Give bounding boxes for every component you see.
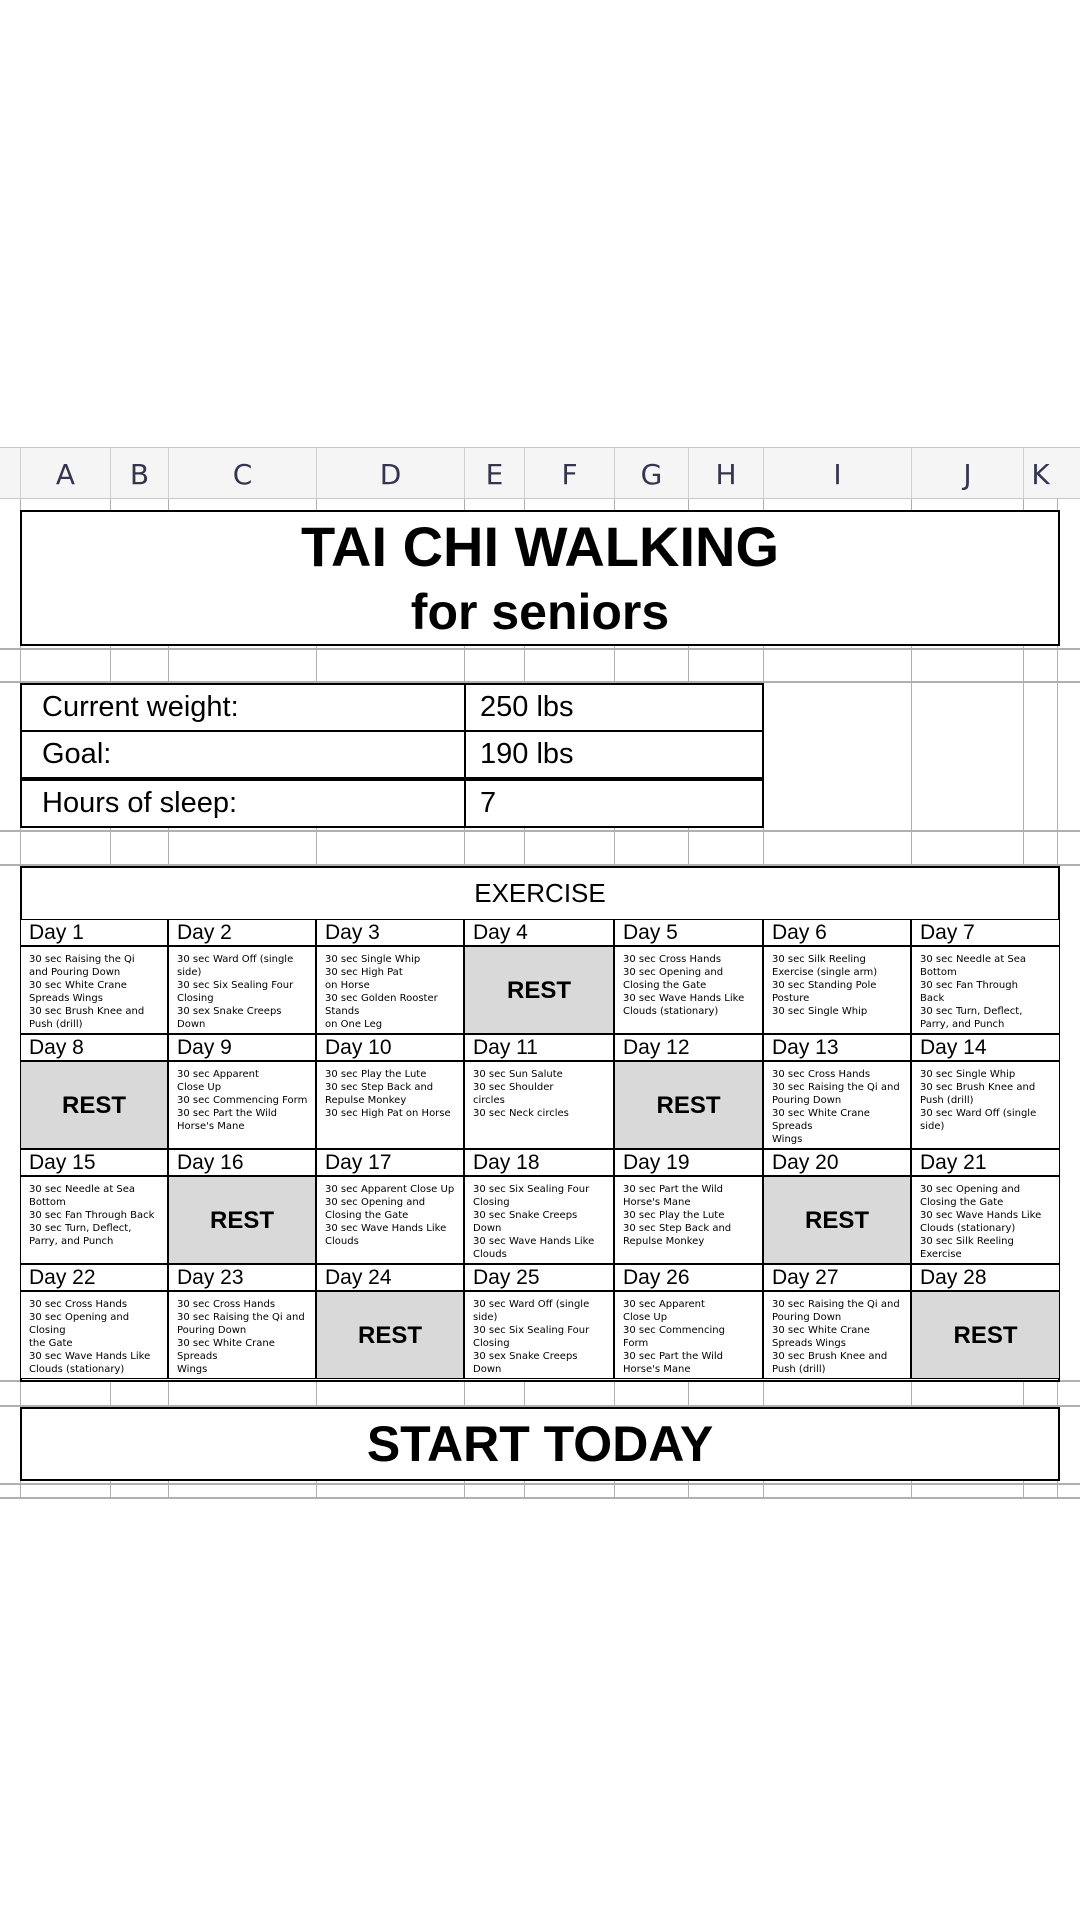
- exercise-header[interactable]: EXERCISE: [20, 866, 1060, 921]
- rest-day-cell[interactable]: REST: [614, 1061, 763, 1149]
- column-header-j[interactable]: J: [911, 448, 1023, 500]
- day-label[interactable]: Day 21: [911, 1149, 1060, 1176]
- exercise-day-cell[interactable]: 30 sec Cross Hands 30 sec Opening and Closing the Gate 30 sec Wave Hands Like Clouds (stationary): [614, 946, 763, 1034]
- page-subtitle: for seniors: [20, 580, 1060, 646]
- column-header-e[interactable]: E: [464, 448, 524, 500]
- column-header-k[interactable]: K: [1023, 448, 1057, 500]
- exercise-day-cell[interactable]: 30 sec Silk Reeling Exercise (single arm) 30 sec Standing Pole Posture 30 sec Single Whip: [763, 946, 911, 1034]
- day-label[interactable]: Day 27: [763, 1264, 911, 1291]
- day-label[interactable]: Day 24: [316, 1264, 464, 1291]
- column-header-d[interactable]: D: [316, 448, 464, 500]
- exercise-day-cell[interactable]: 30 sec Apparent Close Up 30 sec Opening and Closing the Gate 30 sec Wave Hands Like Clouds: [316, 1176, 464, 1264]
- column-header-a[interactable]: A: [20, 448, 110, 500]
- day-label[interactable]: Day 22: [20, 1264, 168, 1291]
- column-header-h[interactable]: H: [688, 448, 763, 500]
- exercise-day-cell[interactable]: 30 sec Raising the Qi and Pouring Down 30 sec White Crane Spreads Wings 30 sec Brush Knee and Push (drill): [20, 946, 168, 1034]
- exercise-day-cell[interactable]: 30 sec Ward Off (single side) 30 sec Six Sealing Four Closing 30 sex Snake Creeps Down: [168, 946, 316, 1034]
- column-header-c[interactable]: C: [168, 448, 316, 500]
- day-label[interactable]: Day 23: [168, 1264, 316, 1291]
- rest-day-cell[interactable]: REST: [911, 1291, 1060, 1379]
- exercise-day-cell[interactable]: 30 sec Needle at Sea Bottom 30 sec Fan Through Back 30 sec Turn, Deflect, Parry, and Punch: [20, 1176, 168, 1264]
- exercise-day-cell[interactable]: 30 sec Cross Hands 30 sec Raising the Qi and Pouring Down 30 sec White Crane Spreads Wings: [168, 1291, 316, 1379]
- day-label[interactable]: Day 20: [763, 1149, 911, 1176]
- stat-value-hours-of-sleep[interactable]: 7: [464, 779, 764, 828]
- rest-day-cell[interactable]: REST: [316, 1291, 464, 1379]
- gridline-horizontal: [0, 1497, 1080, 1499]
- day-label[interactable]: Day 3: [316, 919, 464, 946]
- exercise-day-cell[interactable]: 30 sec Cross Hands 30 sec Raising the Qi and Pouring Down 30 sec White Crane Spreads Wings: [763, 1061, 911, 1149]
- day-label[interactable]: Day 11: [464, 1034, 614, 1061]
- day-label[interactable]: Day 8: [20, 1034, 168, 1061]
- stat-label-hours-of-sleep[interactable]: Hours of sleep:: [20, 779, 466, 828]
- exercise-day-cell[interactable]: 30 sec Apparent Close Up 30 sec Commencing Form 30 sec Part the Wild Horse's Mane: [168, 1061, 316, 1149]
- exercise-day-cell[interactable]: 30 sec Play the Lute 30 sec Step Back and Repulse Monkey 30 sec High Pat on Horse: [316, 1061, 464, 1149]
- day-label[interactable]: Day 16: [168, 1149, 316, 1176]
- day-label[interactable]: Day 5: [614, 919, 763, 946]
- exercise-day-cell[interactable]: 30 sec Single Whip 30 sec High Pat on Horse 30 sec Golden Rooster Stands on One Leg: [316, 946, 464, 1034]
- exercise-day-cell[interactable]: 30 sec Sun Salute 30 sec Shoulder circles 30 sec Neck circles: [464, 1061, 614, 1149]
- column-header-g[interactable]: G: [614, 448, 688, 500]
- stat-value-goal[interactable]: 190 lbs: [464, 730, 764, 779]
- day-label[interactable]: Day 28: [911, 1264, 1060, 1291]
- column-header-b[interactable]: B: [110, 448, 168, 500]
- day-label[interactable]: Day 19: [614, 1149, 763, 1176]
- column-header-i[interactable]: I: [763, 448, 911, 500]
- gridline-horizontal: [0, 830, 1080, 832]
- day-label[interactable]: Day 6: [763, 919, 911, 946]
- rest-day-cell[interactable]: REST: [20, 1061, 168, 1149]
- exercise-day-cell[interactable]: 30 sec Opening and Closing the Gate 30 sec Wave Hands Like Clouds (stationary) 30 sec Silk Reeling Exercise: [911, 1176, 1060, 1264]
- day-label[interactable]: Day 26: [614, 1264, 763, 1291]
- stat-label-goal[interactable]: Goal:: [20, 730, 466, 779]
- day-label[interactable]: Day 12: [614, 1034, 763, 1061]
- day-label[interactable]: Day 9: [168, 1034, 316, 1061]
- exercise-day-cell[interactable]: 30 sec Six Sealing Four Closing 30 sec Snake Creeps Down 30 sec Wave Hands Like Clouds: [464, 1176, 614, 1264]
- stat-label-current-weight[interactable]: Current weight:: [20, 683, 466, 732]
- day-label[interactable]: Day 1: [20, 919, 168, 946]
- exercise-day-cell[interactable]: 30 sec Single Whip 30 sec Brush Knee and Push (drill) 30 sec Ward Off (single side): [911, 1061, 1060, 1149]
- day-label[interactable]: Day 13: [763, 1034, 911, 1061]
- day-label[interactable]: Day 14: [911, 1034, 1060, 1061]
- page-title: TAI CHI WALKING: [20, 510, 1060, 582]
- rest-day-cell[interactable]: REST: [464, 946, 614, 1034]
- rest-day-cell[interactable]: REST: [168, 1176, 316, 1264]
- day-label[interactable]: Day 2: [168, 919, 316, 946]
- exercise-day-cell[interactable]: 30 sec Cross Hands 30 sec Opening and Closing the Gate 30 sec Wave Hands Like Clouds (stationary): [20, 1291, 168, 1379]
- day-label[interactable]: Day 18: [464, 1149, 614, 1176]
- day-label[interactable]: Day 15: [20, 1149, 168, 1176]
- day-label[interactable]: Day 4: [464, 919, 614, 946]
- day-label[interactable]: Day 25: [464, 1264, 614, 1291]
- day-label[interactable]: Day 17: [316, 1149, 464, 1176]
- gridline-horizontal: [0, 648, 1080, 650]
- exercise-day-cell[interactable]: 30 sec Ward Off (single side) 30 sec Six Sealing Four Closing 30 sex Snake Creeps Down: [464, 1291, 614, 1379]
- exercise-day-cell[interactable]: 30 sec Part the Wild Horse's Mane 30 sec Play the Lute 30 sec Step Back and Repulse Monkey: [614, 1176, 763, 1264]
- rest-day-cell[interactable]: REST: [763, 1176, 911, 1264]
- start-today-banner[interactable]: START TODAY: [20, 1407, 1060, 1481]
- gridline-horizontal: [0, 1483, 1080, 1485]
- column-header-bar: [0, 447, 1080, 499]
- day-label[interactable]: Day 10: [316, 1034, 464, 1061]
- column-header-f[interactable]: F: [524, 448, 614, 500]
- day-label[interactable]: Day 7: [911, 919, 1060, 946]
- exercise-day-cell[interactable]: 30 sec Needle at Sea Bottom 30 sec Fan Through Back 30 sec Turn, Deflect, Parry, and Punch: [911, 946, 1060, 1034]
- stat-value-current-weight[interactable]: 250 lbs: [464, 683, 764, 732]
- exercise-day-cell[interactable]: 30 sec Raising the Qi and Pouring Down 30 sec White Crane Spreads Wings 30 sec Brush Knee and Push (drill): [763, 1291, 911, 1379]
- exercise-day-cell[interactable]: 30 sec Apparent Close Up 30 sec Commencing Form 30 sec Part the Wild Horse's Mane: [614, 1291, 763, 1379]
